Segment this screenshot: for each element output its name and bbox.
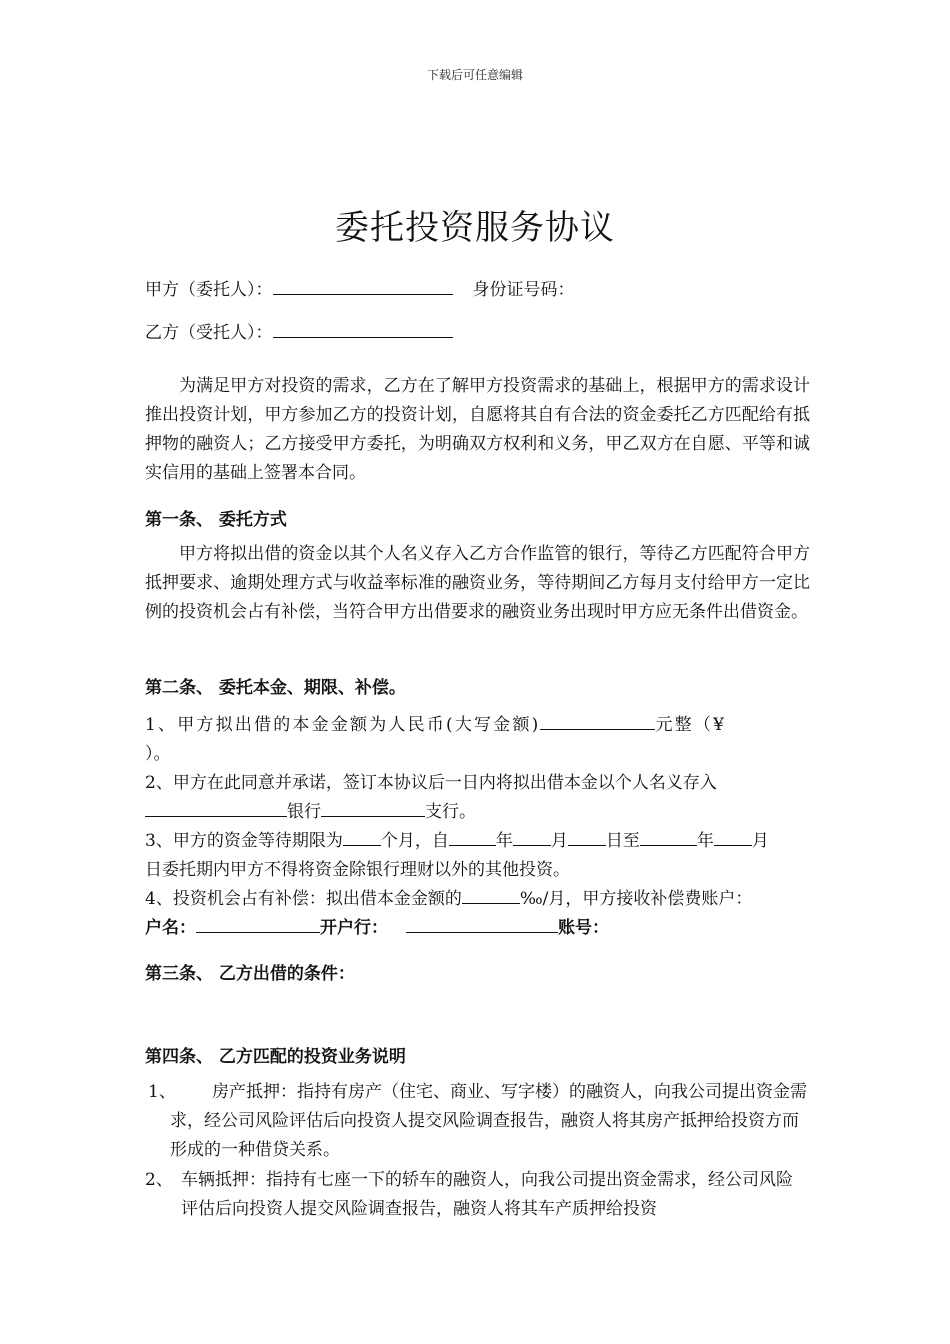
account-line [145,914,609,943]
clause-2-4-account-text: ‰/月，甲方接收补偿费账户： [519,889,753,909]
party-a-label: 甲方（委托人）： [145,280,273,300]
clause-2-3 [145,827,769,856]
end-month-label: 月 [751,831,769,851]
end-month-blank[interactable] [714,827,752,846]
clause-2-4 [145,885,752,914]
item-2-text: 车辆抵押：指持有七座一下的轿车的融资人，向我公司提出资金需求，经公司风险评估后向投资人提交风险调查报告，融资人将其车产质押给投资 [181,1170,793,1219]
start-year-blank[interactable] [449,827,496,846]
clause-2-1-cont: ）。 [145,744,171,764]
clause-2-4-text: 4、投资机会占有补偿：拟出借本金金额的 [145,889,462,909]
branch-name-blank[interactable] [321,798,425,817]
article-4-heading: 第四条、 乙方匹配的投资业务说明 [145,1047,406,1067]
party-b-line [145,319,453,348]
year-label: 年 [495,831,513,851]
term-months-blank[interactable] [343,827,381,846]
clause-2-1 [145,711,726,740]
principal-amount-blank[interactable] [540,711,655,730]
item-1-number: 1、 [148,1082,176,1102]
account-name-blank[interactable] [196,914,320,933]
clause-2-1-text: 1、甲方拟出借的本金金额为人民币(大写金额) [145,715,541,735]
bank-label: 银行 [287,802,321,822]
clause-2-2-cont [145,798,476,827]
id-number-label: 身份证号码： [472,280,575,300]
account-bank-label: 开户行： [320,918,388,938]
item-1-text: 房产抵押：指持有房产（住宅、商业、写字楼）的融资人，向我公司提出资金需求，经公司风险评估后向投资人提交风险调查报告，融资人将其房产抵押给投资方而形成的一种借贷关系。 [170,1082,807,1160]
start-month-blank[interactable] [513,827,551,846]
preamble-paragraph: 为满足甲方对投资的需求，乙方在了解甲方投资需求的基础上，根据甲方的需求设计推出投资计划，甲方参加乙方的投资计划，自愿将其自有合法的资金委托乙方匹配给有抵押物的融资人；乙方接受甲方委托，为明确双方权利和义务，甲乙双方在自愿、平等和诚实信用的基础上签署本合同。 [145,376,810,483]
party-b-label: 乙方（受托人）： [145,323,273,343]
article-1-body: 甲方将拟出借的资金以其个人名义存入乙方合作监管的银行，等待乙方匹配符合甲方抵押要求、逾期处理方式与收益率标准的融资业务，等待期间乙方每月支付给甲方一定比例的投资机会占有补偿，当符合甲方出借要求的融资业务出现时甲方应无条件出借资金。 [145,544,810,622]
day-to-label: 日至 [605,831,640,851]
end-year-blank[interactable] [640,827,697,846]
document-title: 委托投资服务协议 [335,208,615,248]
branch-label: 支行。 [425,802,476,822]
account-number-label: 账号： [558,918,609,938]
article-3-heading: 第三条、 乙方出借的条件： [145,964,355,984]
clause-2-1-unit: 元整（¥ [655,715,727,735]
party-a-name-blank[interactable] [273,276,453,295]
header-note: 下载后可任意编辑 [426,68,523,82]
end-year-label: 年 [696,831,714,851]
months-label: 个月，自 [380,831,449,851]
bank-name-blank[interactable] [145,798,287,817]
month-label: 月 [550,831,568,851]
party-b-name-blank[interactable] [273,319,453,338]
article-2-heading: 第二条、 委托本金、期限、补偿。 [145,678,406,698]
clause-2-2: 2、甲方在此同意并承诺，签订本协议后一日内将拟出借本金以个人名义存入 [145,773,717,793]
clause-2-3-text: 3、甲方的资金等待期限为 [145,831,343,851]
start-day-blank[interactable] [568,827,606,846]
account-name-label: 户名： [145,918,196,938]
party-a-line [145,276,575,305]
article-1-heading: 第一条、 委托方式 [145,510,287,530]
clause-2-3-cont: 日委托期内甲方不得将资金除银行理财以外的其他投资。 [145,860,570,880]
item-2-number: 2、 [145,1170,173,1190]
compensation-rate-blank[interactable] [462,885,520,904]
account-bank-blank[interactable] [406,914,558,933]
